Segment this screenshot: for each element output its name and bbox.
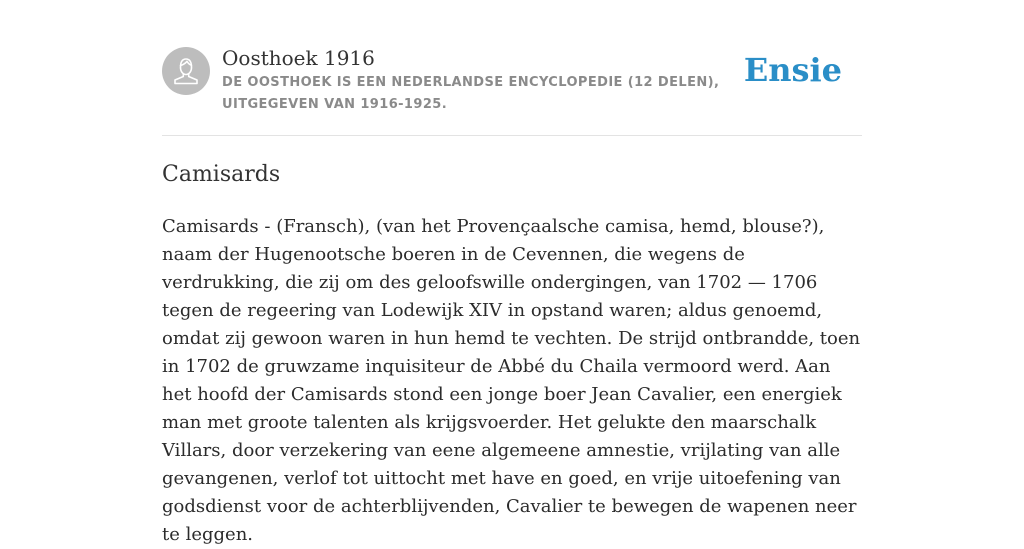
source-name[interactable]: Oosthoek 1916 xyxy=(222,46,375,70)
article-title: Camisards xyxy=(162,162,281,187)
source-description: DE OOSTHOEK IS EEN NEDERLANDSE ENCYCLOPEDIE (12 DELEN), UITGEGEVEN VAN 1916-1925. xyxy=(222,75,720,112)
article-container xyxy=(162,46,862,549)
source-avatar[interactable] xyxy=(162,47,210,95)
article-body: Camisards - (Fransch), (van het Provençaalsche camisa, hemd, blouse?), naam der Hugenootsche boeren in de Cevennen, die wegens de verdrukking, die zij om des geloofswille ondergingen, van 1702 — 1706 tegen de regeering van Lodewijk XIV in opstand waren; aldus genoemd, omdat zij gewoon waren in hun hemd te vechten. De strijd ontbrandde, toen in 1702 de gruwzame inquisiteur de Abbé du Chaila vermoord werd. Aan het hoofd der Camisards stond een jonge boer Jean Cavalier, een energiek man met groote talenten als krijgsvoerder. Het gelukte den maarschalk Villars, door verzekering van eene algemeene amnestie, vrijlating van alle gevangenen, verlof tot uittocht met have en goed, en vrije uitoefening van godsdienst voor de achterblijvenden, Cavalier te bewegen de wapenen neer te leggen. xyxy=(162,216,861,545)
ensie-logo[interactable]: Ensie xyxy=(743,51,842,89)
source-header xyxy=(162,46,862,136)
user-icon xyxy=(162,47,210,95)
